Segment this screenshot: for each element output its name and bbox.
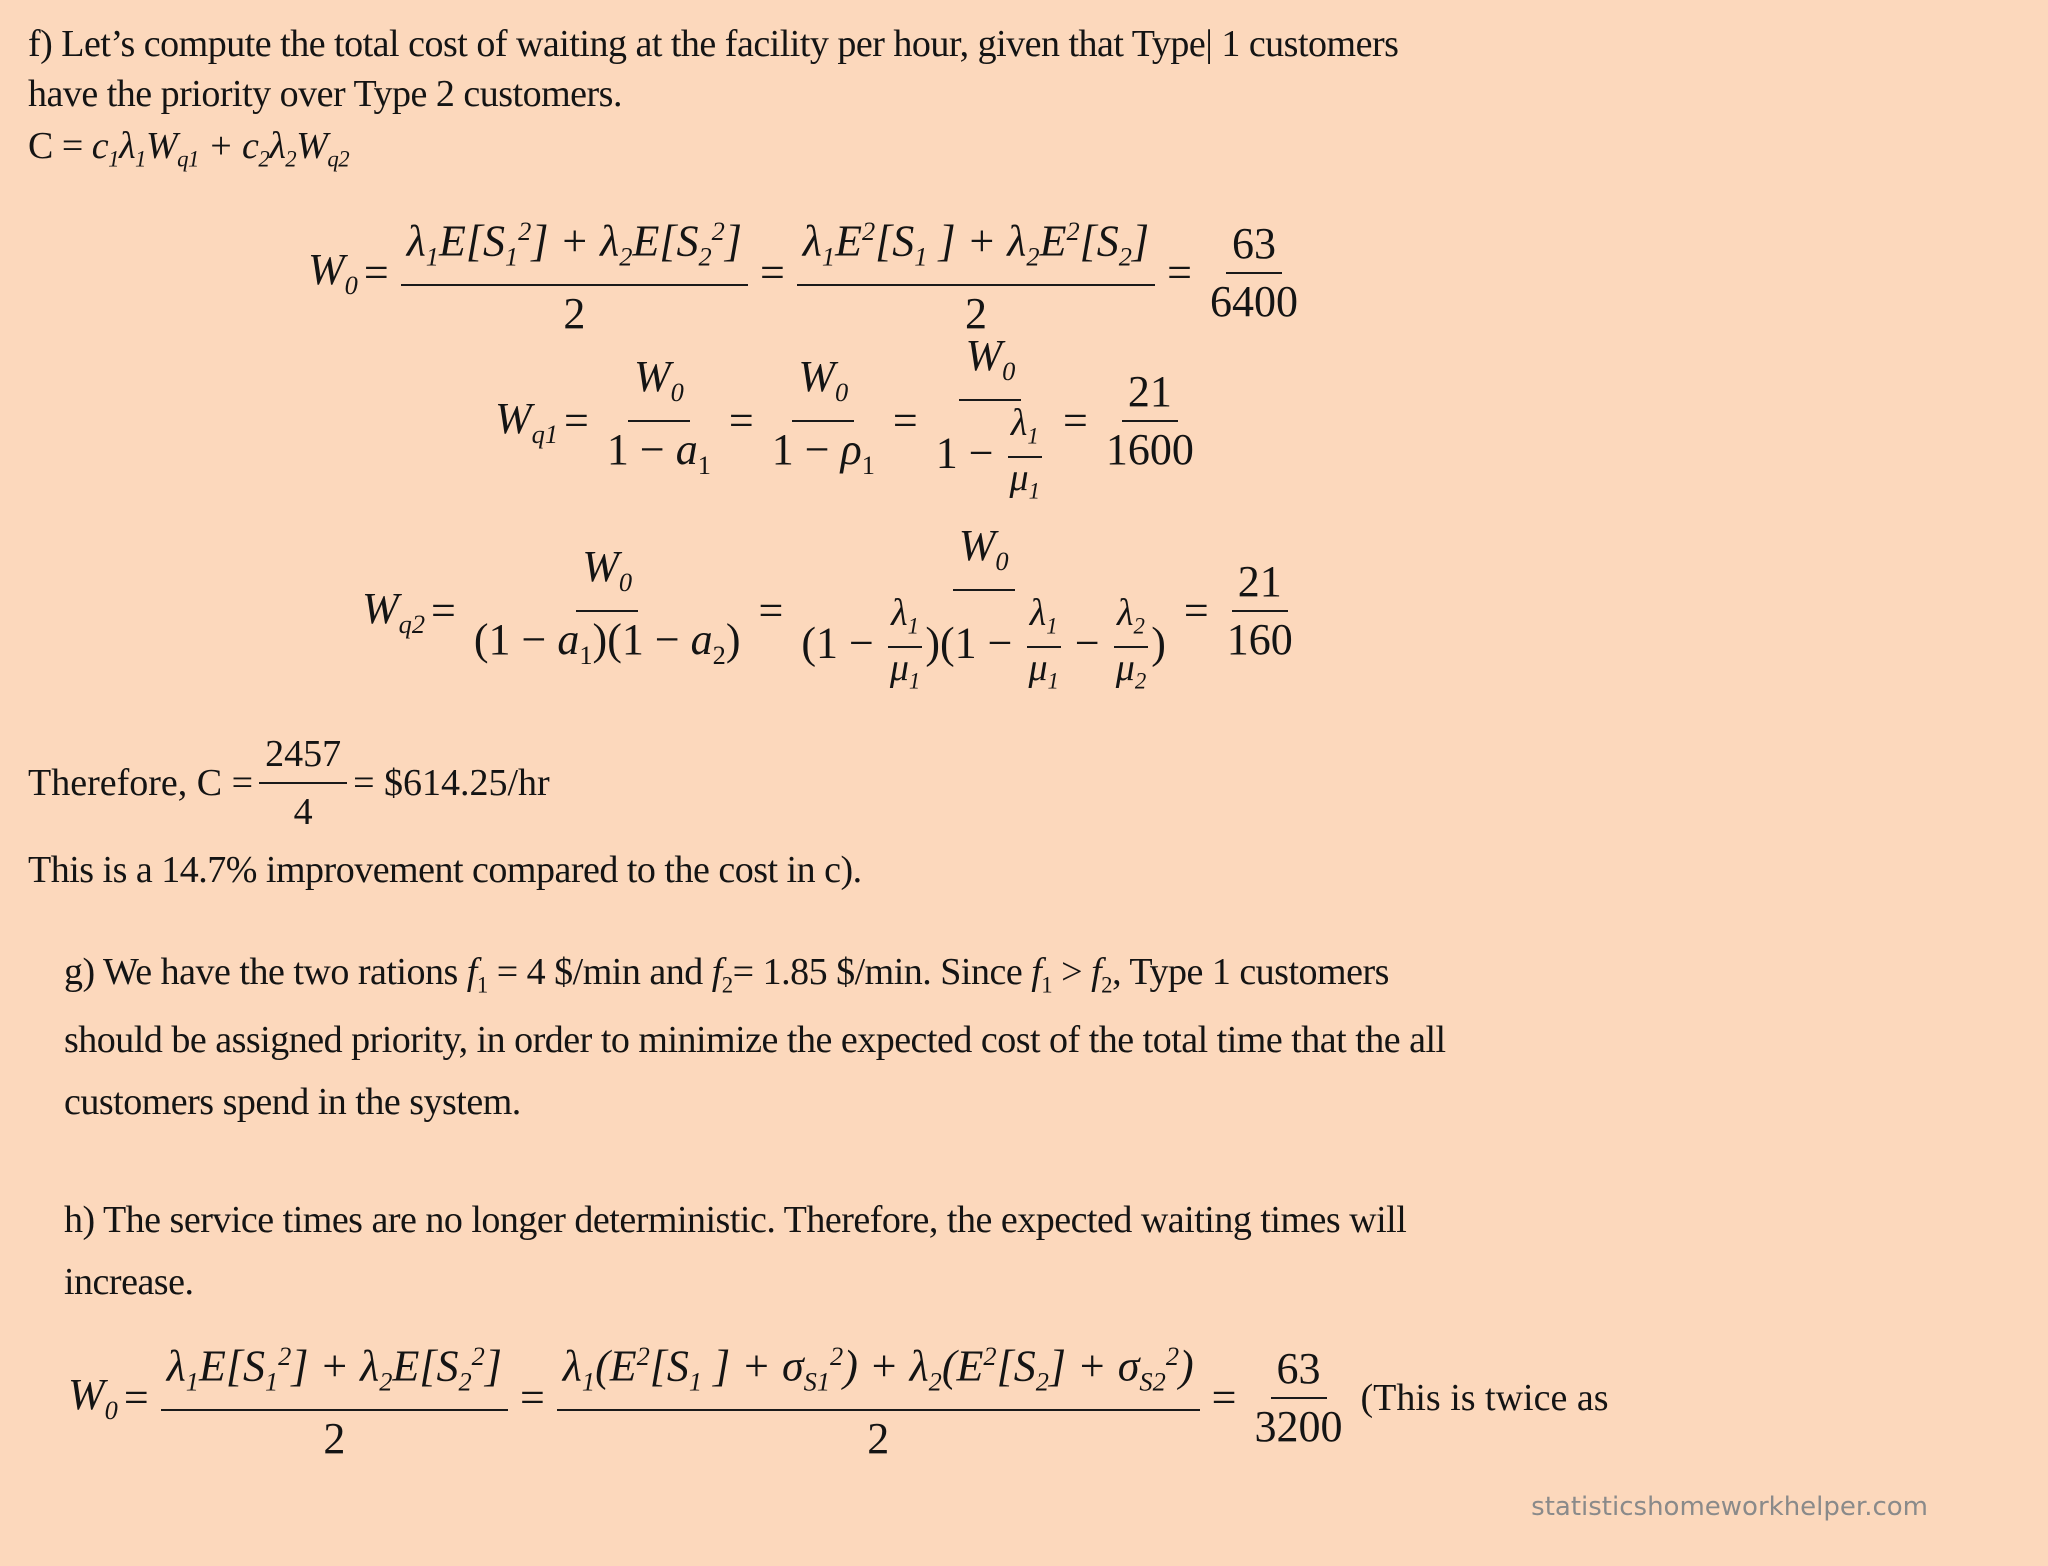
f2-value: = 1.85 $/min. Since [732, 951, 1023, 993]
w0-f-result-den: 6400 [1209, 276, 1298, 326]
part-f-intro-line1: f) Let’s compute the total cost of waiting at the facility per hour, given that Type| 1 customers [28, 23, 1399, 65]
part-h-line2: increase. [64, 1261, 194, 1303]
wq2-equation: $W_{q2}$ = $\frac{W_0}{(1 - a_1)(1 - a_2)}$ = $W_0$ (1 − $\frac{\lambda_1}{\mu_1}$ )(1 − $\frac{\lambda_1}{\mu_1}$ − $\frac{\lambda_2}{\mu_2}$ ) = $\frac{21}{160}$ [362, 520, 1305, 702]
cost-formula-prefix: C = [28, 125, 83, 167]
wq2-result-den: 160 [1226, 614, 1293, 664]
wq1-result-den: 1600 [1105, 424, 1194, 474]
wq2-result-num: 21 [1232, 556, 1288, 612]
part-f-intro-line2: have the priority over Type 2 customers. [28, 73, 622, 115]
part-g-line1-end: , Type 1 customers [1112, 951, 1389, 993]
part-g-line1-start: g) We have the two rations [64, 951, 458, 993]
part-g-line1: g) We have the two rations $f_1 = 4$ $/min and $f_2= 1.85$ $/min. Since $f_1 > f_2$, Type 1 customers [64, 951, 1389, 998]
improvement-text: This is a 14.7% improvement compared to the cost in c). [28, 849, 862, 891]
cost-formula [28, 124, 349, 182]
part-g-line2: should be assigned priority, in order to minimize the expected cost of the total time that the all [64, 1019, 1446, 1061]
w0-equation-h: $W_0$ = $\frac{\lambda_1E[S_1^2] + \lambda_2E[S_2^2]}{2}$ = $\frac{\lambda_1(E^2[S_1 ] + \sigma_{S1}^2) + \lambda_2(E^2[S_2] + \sigma_{S2}^2)}{2}$ = $\frac{63}{3200}$ (This is twice as [68, 1330, 1609, 1465]
cost-formula-expression: $c_1\lambda_1W_{q1} + c_2\lambda_2W_{q2}$ [91, 125, 350, 172]
w0-equation-f: $W_0$ = $\frac{\lambda_1E[S_1^2] + \lambda_2E[S_2^2]}{2}$ = $\frac{\lambda_1E^2[S_1 ] + \lambda_2E^2[S_2]}{2}$ = $\frac{63}{6400}$ [308, 205, 1310, 340]
part-h-trailing: (This is twice as [1360, 1376, 1609, 1419]
w0-f-result-num: 63 [1226, 218, 1282, 274]
wq1-equation: $W_{q1}$ = $\frac{W_0}{1 - a_1}$ = $\frac{W_0}{1 - \rho_1}$ = $W_0$ 1 − $\frac{\lambda_1}{\mu_1}$ = $\frac{21}{1600}$ [495, 330, 1206, 512]
wq1-result-num: 21 [1122, 366, 1178, 422]
f1-value: = 4 $/min and [496, 951, 703, 993]
cost-value: = $614.25/hr [353, 762, 550, 804]
part-g-line3: customers spend in the system. [64, 1081, 521, 1123]
w0-h-result-num: 63 [1271, 1343, 1327, 1399]
watermark: statisticshomeworkhelper.com [1531, 1492, 1928, 1522]
cost-den: 4 [293, 791, 313, 833]
cost-result [28, 728, 550, 838]
part-h-line1: h) The service times are no longer deterministic. Therefore, the expected waiting times will [64, 1199, 1407, 1241]
cost-num: 2457 [259, 728, 347, 784]
w0-h-result-den: 3200 [1254, 1401, 1343, 1451]
therefore-prefix: Therefore, C = [28, 762, 254, 804]
